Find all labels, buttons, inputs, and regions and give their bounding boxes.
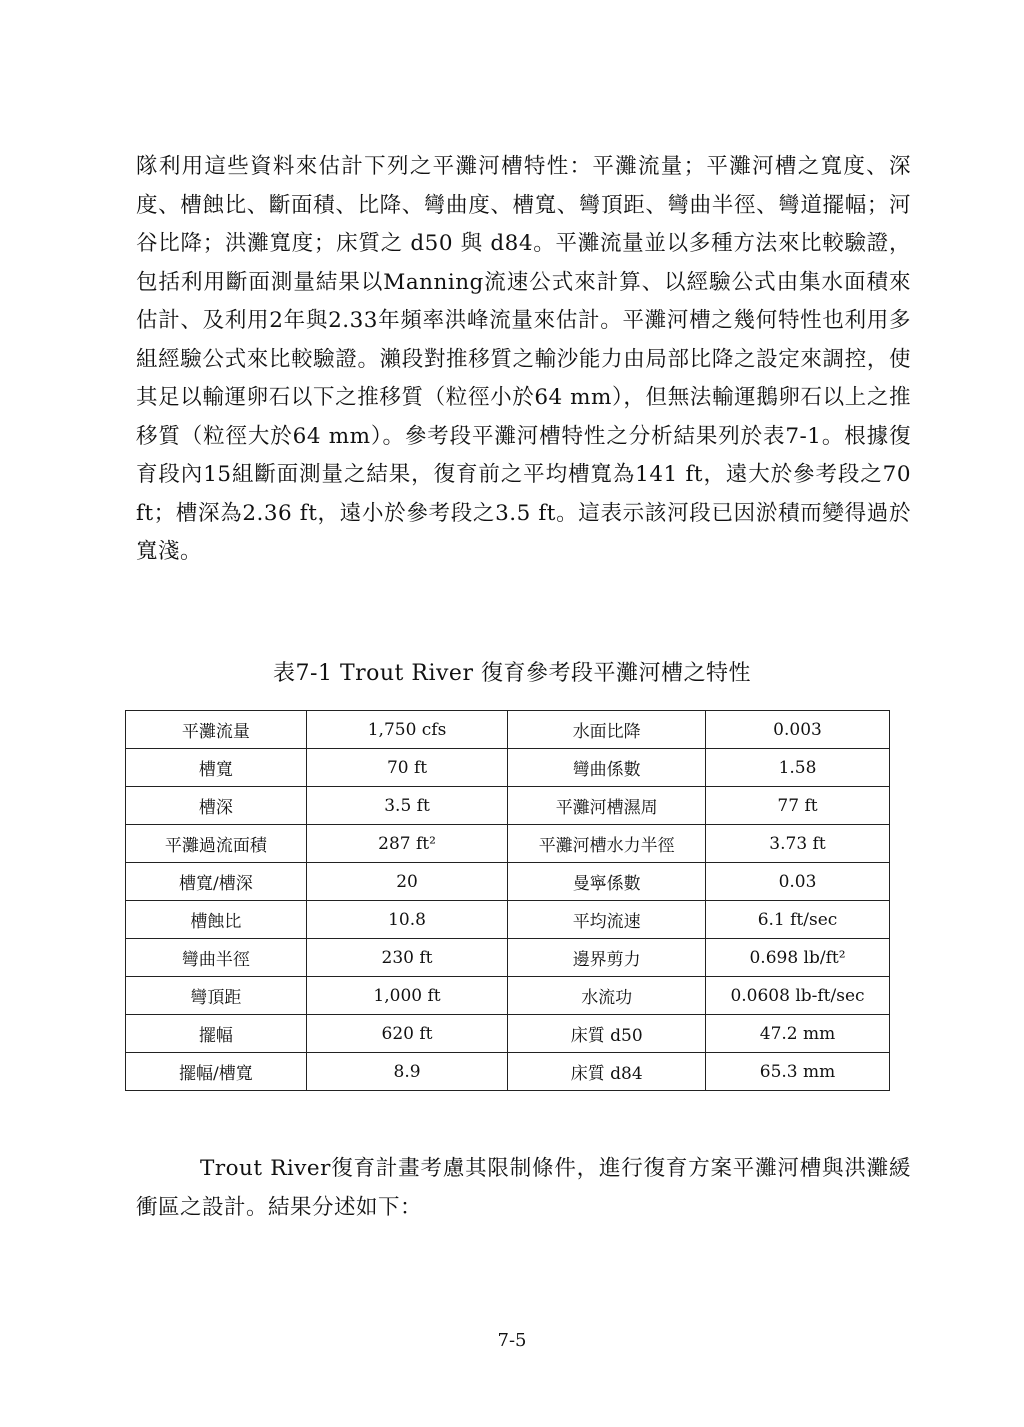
table-cell: 20 [306,863,508,901]
table-cell: 0.003 [706,711,890,749]
table-cell: 彎曲半徑 [126,939,307,977]
table-cell: 1.58 [706,749,890,787]
table-cell: 47.2 mm [706,1015,890,1053]
table-cell: 水流功 [508,977,706,1015]
table-cell: 彎曲係數 [508,749,706,787]
table-row [126,787,890,825]
table-cell: 3.5 ft [306,787,508,825]
table-cell: 70 ft [306,749,508,787]
table-cell: 槽寬 [126,749,307,787]
table-cell: 77 ft [706,787,890,825]
table-cell: 平灘過流面積 [126,825,307,863]
table-cell: 床質 d50 [508,1015,706,1053]
table-row [126,977,890,1015]
table-cell: 彎頂距 [126,977,307,1015]
table-cell: 平均流速 [508,901,706,939]
table-row [126,1015,890,1053]
table-cell: 1,000 ft [306,977,508,1015]
table-body [126,711,890,1091]
table-row [126,939,890,977]
closing-paragraph: Trout River復育計畫考慮其限制條件，進行復育方案平灘河槽與洪灘緩衝區之設計。結果分述如下： [136,1156,911,1220]
table-cell: 床質 d84 [508,1053,706,1091]
table-row [126,749,890,787]
table-cell: 1,750 cfs [306,711,508,749]
table-caption: 表7-1 Trout River 復育參考段平灘河槽之特性 [273,661,751,686]
table-cell: 65.3 mm [706,1053,890,1091]
table-cell: 槽寬/槽深 [126,863,307,901]
table-cell: 230 ft [306,939,508,977]
table-cell: 平灘河槽水力半徑 [508,825,706,863]
table-cell: 6.1 ft/sec [706,901,890,939]
table-cell: 槽蝕比 [126,901,307,939]
table-cell: 槽深 [126,787,307,825]
page-number: 7-5 [497,1330,527,1351]
table-cell: 水面比降 [508,711,706,749]
table-cell: 3.73 ft [706,825,890,863]
table-cell: 擺幅/槽寬 [126,1053,307,1091]
table-cell: 0.0608 lb-ft/sec [706,977,890,1015]
table-cell: 620 ft [306,1015,508,1053]
table-row [126,901,890,939]
table-cell: 曼寧係數 [508,863,706,901]
table-row [126,863,890,901]
table-cell: 10.8 [306,901,508,939]
table-cell: 8.9 [306,1053,508,1091]
channel-properties-table [125,710,890,1091]
table-cell: 0.698 lb/ft² [706,939,890,977]
table-row [126,1053,890,1091]
table-cell: 平灘流量 [126,711,307,749]
table-cell: 287 ft² [306,825,508,863]
table-row [126,825,890,863]
table-cell: 0.03 [706,863,890,901]
table-cell: 擺幅 [126,1015,307,1053]
body-paragraph: 隊利用這些資料來估計下列之平灘河槽特性：平灘流量；平灘河槽之寬度、深度、槽蝕比、斷面積、比降、彎曲度、槽寬、彎頂距、彎曲半徑、彎道擺幅；河谷比降；洪灘寬度；床質之 d50 與 d84。平灘流量並以多種方法來比較驗證，包括利用斷面測量結果以Manning流速公式來計算、以經驗公式由集水面積來估計、及利用2年與2.33年頻率洪峰流量來估計。平灘河槽之幾何特性也利用多組經驗公式來比較驗證。瀨段對推移質之輸沙能力由局部比降之設定來調控，使其足以輸運卵石以下之推移質（粒徑小於64 mm），但無法輸運鵝卵石以上之推移質（粒徑大於64 mm）。參考段平灘河槽特性之分析結果列於表7-1。根據復育段內15組斷面測量之結果，復育前之平均槽寬為141 ft，遠大於參考段之70 ft；槽深為2.36 ft，遠小於參考段之3.5 ft。這表示該河段已因淤積而變得過於寬淺。 [136,154,911,564]
table-cell: 邊界剪力 [508,939,706,977]
table-cell: 平灘河槽濕周 [508,787,706,825]
table-row [126,711,890,749]
